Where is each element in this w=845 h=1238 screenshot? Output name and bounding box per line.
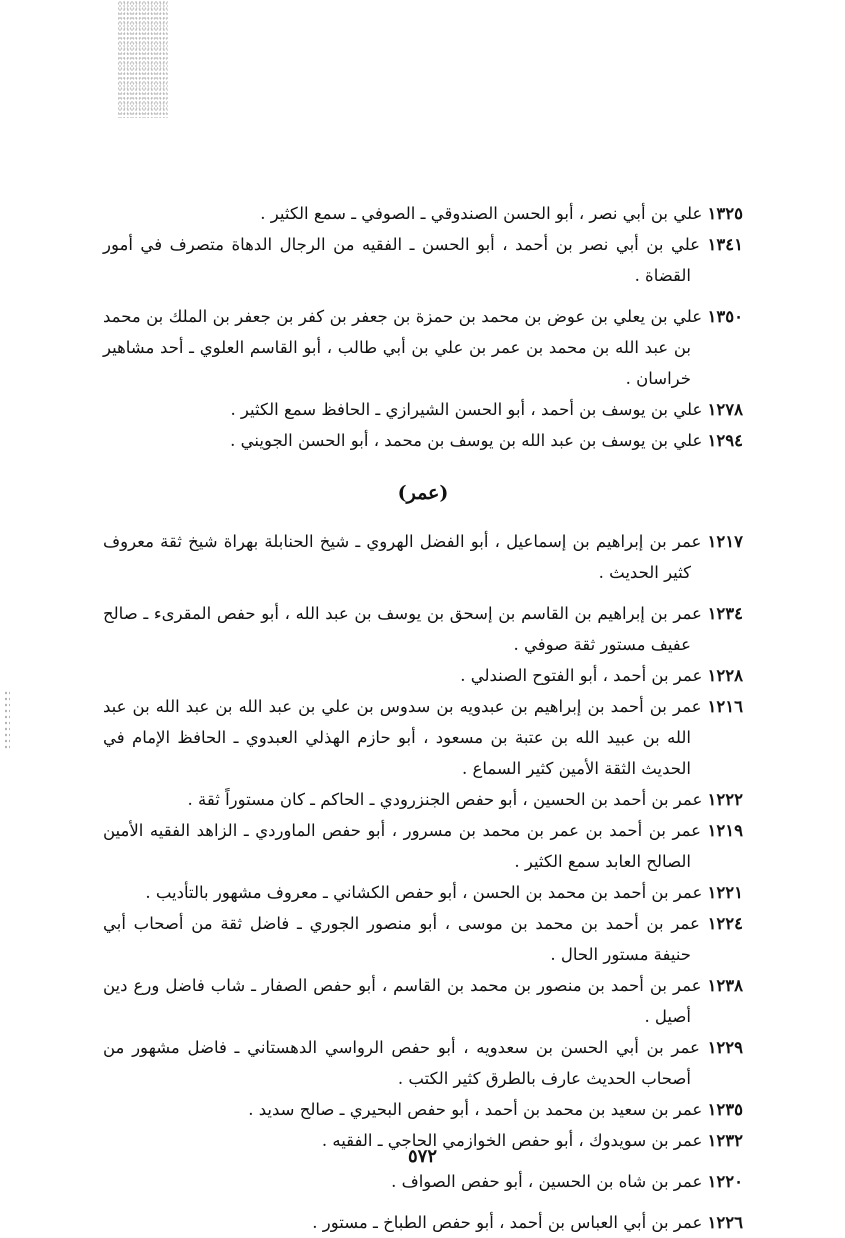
biography-entry: [103, 394, 743, 425]
entry-number: ١٢٣٥: [707, 1100, 743, 1119]
entry-number: ١٢١٦: [707, 697, 743, 716]
entry-text: عمر بن أحمد بن محمد بن موسى ، أبو منصور الجوري ـ فاضل ثقة من أصحاب أبي حنيفة مستور الحال .: [103, 914, 700, 964]
entry-text: علي بن يوسف بن عبد الله بن يوسف بن محمد ، أبو الحسن الجويني .: [230, 431, 703, 450]
entry-number: ١٢١٩: [707, 821, 743, 840]
biography-entry: [103, 198, 743, 229]
entry-number: ١٢٣٤: [707, 604, 744, 623]
page-number: ٥٧٢: [407, 1146, 437, 1167]
biography-entry: [103, 1207, 743, 1238]
entries-list-ali: [103, 198, 743, 456]
entry-text: عمر بن سعيد بن محمد بن أحمد ، أبو حفص البحيري ـ صالح سديد .: [248, 1100, 703, 1119]
entry-text: عمر بن أحمد بن منصور بن محمد بن القاسم ، أبو حفص الصفار ـ شاب فاضل ورع دين أصيل .: [103, 976, 702, 1026]
entry-number: ١٢٣٨: [707, 976, 743, 995]
biography-entry: [103, 877, 743, 908]
entry-text: عمر بن إبراهيم بن القاسم بن إسحق بن يوسف بن عبد الله ، أبو حفص المقرىء ـ صالح عفيف مستور ثقة صوفي .: [103, 604, 702, 654]
entry-text: عمر بن أحمد بن الحسين ، أبو حفص الجنزرودي ـ الحاكم ـ كان مستوراً ثقة .: [187, 790, 703, 809]
entry-text: علي بن يعلي بن عوض بن محمد بن حمزة بن جعفر بن كفر بن جعفر بن الملك بن محمد بن عبد الله بن محمد بن عمر بن علي بن أبي طالب ، أبو القاسم العلوي ـ أحد مشاهير خراسان .: [103, 307, 703, 388]
biography-entry: [103, 1094, 743, 1125]
entry-text: علي بن أبي نصر ، أبو الحسن الصندوقي ـ الصوفي ـ سمع الكثير .: [260, 204, 703, 223]
biography-entry: [103, 908, 743, 970]
entry-number: ١٢٢٨: [707, 666, 743, 685]
margin-artifact: [4, 690, 10, 750]
entry-text: علي بن يوسف بن أحمد ، أبو الحسن الشيرازي ـ الحافظ سمع الكثير .: [230, 400, 703, 419]
entry-number: ١٢٢٤: [707, 914, 744, 933]
entry-text: عمر بن أبي الحسن بن سعدويه ، أبو حفص الرواسي الدهستاني ـ فاضل مشهور من أصحاب الحديث عارف بالطرق كثير الكتب .: [103, 1038, 700, 1088]
biography-entry: [103, 301, 743, 394]
biography-entry: [103, 229, 743, 291]
biography-entry: [103, 526, 743, 588]
biography-entry: [103, 970, 743, 1032]
entry-text: عمر بن إبراهيم بن إسماعيل ، أبو الفضل الهروي ـ شيخ الحنابلة بهراة شيخ ثقة معروف كثير الحديث .: [103, 532, 702, 582]
entry-text: عمر بن أحمد ، أبو الفتوح الصندلي .: [460, 666, 703, 685]
scan-artifact: [118, 0, 168, 118]
entry-number: ١٢١٧: [707, 532, 743, 551]
biography-entry: [103, 784, 743, 815]
entry-text: عمر بن أبي العباس بن أحمد ، أبو حفص الطباخ ـ مستور .: [312, 1213, 703, 1232]
entry-number: ١٣٤١: [707, 235, 743, 254]
biography-entry: [103, 598, 743, 660]
entry-text: عمر بن أحمد بن محمد بن الحسن ، أبو حفص الكشاني ـ معروف مشهور بالتأديب .: [145, 883, 703, 902]
entry-text: عمر بن سويدوك ، أبو حفص الخوازمي الحاجي ـ الفقيه .: [321, 1131, 703, 1150]
biography-entry: [103, 1166, 743, 1197]
entry-number: ١٣٢٥: [707, 204, 743, 223]
entry-number: ١٢٢٠: [707, 1172, 743, 1191]
entry-number: ١٢٢٩: [707, 1038, 744, 1057]
entry-number: ١٢٢٢: [707, 790, 743, 809]
biography-entry: [103, 815, 743, 877]
entry-text: عمر بن أحمد بن إبراهيم بن عبدويه بن سدوس بن علي بن عبد الله بن عبد الله بن عبد الله بن عبيد الله بن عتبة بن مسعود ، أبو حازم الهذلي العبدوي ـ الحافظ الإمام في الحديث الثقة الأمين كثير السماع .: [103, 697, 702, 778]
biography-entry: [103, 425, 743, 456]
entry-number: ١٢٣٢: [707, 1131, 743, 1150]
entry-number: ١٢٢٦: [707, 1213, 743, 1232]
entry-number: ١٢٧٨: [707, 400, 743, 419]
biography-entry: [103, 660, 743, 691]
section-heading: (عمر): [397, 482, 449, 504]
entry-number: ١٢٢١: [707, 883, 743, 902]
entry-text: عمر بن أحمد بن عمر بن محمد بن مسرور ، أبو حفص الماوردي ـ الزاهد الفقيه الأمين الصالح العابد سمع الكثير .: [103, 821, 701, 871]
entry-number: ١٣٥٠: [707, 307, 743, 326]
document-page: [103, 198, 743, 1238]
entries-list-umar: [103, 526, 743, 1238]
entry-text: عمر بن شاه بن الحسين ، أبو حفص الصواف .: [391, 1172, 703, 1191]
biography-entry: [103, 1032, 743, 1094]
biography-entry: [103, 691, 743, 784]
entry-number: ١٢٩٤: [707, 431, 743, 450]
entry-text: علي بن أبي نصر بن أحمد ، أبو الحسن ـ الفقيه من الرجال الدهاة متصرف في أمور القضاة .: [103, 235, 701, 285]
